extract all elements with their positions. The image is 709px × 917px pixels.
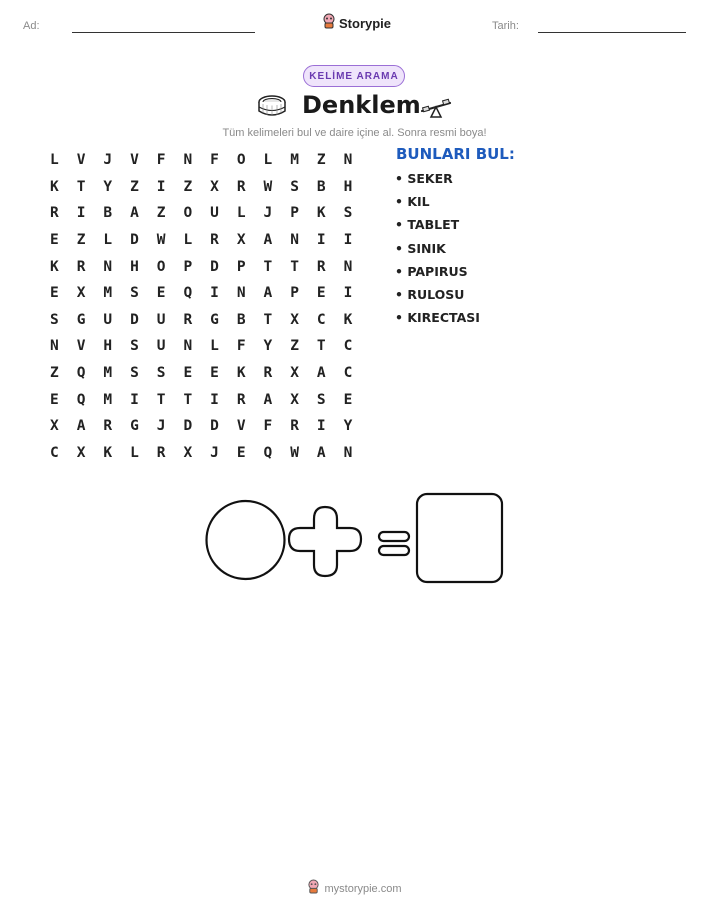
- grid-letter: Y: [103, 178, 113, 195]
- brand: [322, 13, 391, 33]
- grid-row: [50, 386, 370, 413]
- grid-letter: S: [130, 285, 139, 302]
- word-list-item: • TABLET: [395, 217, 460, 233]
- grid-letter: X: [50, 418, 59, 435]
- grid-letter: X: [290, 311, 299, 328]
- date-label: Tarih:: [492, 20, 519, 32]
- name-line: [72, 32, 255, 33]
- footer-site: mystorypie.com: [324, 882, 402, 895]
- grid-letter: X: [290, 391, 299, 408]
- grid-letter: I: [130, 391, 139, 408]
- grid-letter: S: [290, 178, 299, 195]
- circle-plus-equals-square-art: [200, 490, 510, 594]
- word-search-badge: KELİME ARAMA: [303, 65, 405, 87]
- grid-letter: R: [50, 205, 59, 222]
- grid-letter: E: [183, 365, 193, 382]
- grid-letter: A: [130, 205, 139, 222]
- grid-letter: D: [130, 232, 139, 249]
- grid-letter: J: [103, 152, 113, 169]
- grid-letter: B: [103, 205, 113, 222]
- grid-letter: E: [316, 285, 326, 302]
- grid-letter: R: [76, 258, 86, 275]
- grid-letter: X: [236, 232, 246, 249]
- grid-letter: I: [210, 391, 219, 408]
- grid-letter: O: [236, 152, 246, 169]
- equals-bottom-bar: [379, 546, 409, 555]
- instructions: Tüm kelimeleri bul ve daire içine al. Sonra resmi boya!: [222, 127, 487, 139]
- grid-letter: R: [290, 418, 299, 435]
- grid-row: [50, 147, 370, 174]
- grid-letter: N: [236, 285, 246, 302]
- grid-letter: K: [236, 365, 246, 382]
- grid-letter: I: [343, 285, 353, 302]
- word-list-item: • SINIK: [395, 240, 446, 256]
- grid-letter: Z: [76, 232, 86, 249]
- grid-letter: F: [156, 152, 166, 169]
- grid-letter: E: [236, 444, 246, 461]
- grid-letter: X: [76, 444, 86, 461]
- grid-letter: I: [156, 178, 166, 195]
- date-line: [538, 32, 686, 33]
- grid-letter: N: [183, 338, 193, 355]
- grid-letter: C: [343, 338, 353, 355]
- grid-letter: K: [103, 444, 113, 461]
- grid-letter: L: [183, 232, 193, 249]
- grid-letter: P: [236, 258, 246, 275]
- storypie-logo-icon: [307, 879, 320, 898]
- letter-grid: [50, 147, 370, 466]
- grid-letter: R: [263, 365, 273, 382]
- grid-letter: N: [103, 258, 113, 275]
- grid-letter: I: [210, 285, 219, 302]
- grid-letter: W: [290, 444, 299, 461]
- grid-letter: R: [236, 391, 246, 408]
- grid-letter: T: [76, 178, 86, 195]
- footer: [0, 879, 709, 898]
- grid-letter: I: [76, 205, 86, 222]
- grid-letter: L: [263, 152, 273, 169]
- grid-letter: L: [130, 444, 139, 461]
- grid-letter: Z: [50, 365, 59, 382]
- grid-letter: P: [290, 205, 299, 222]
- grid-letter: R: [236, 178, 246, 195]
- grid-letter: B: [236, 311, 246, 328]
- grid-letter: D: [183, 418, 193, 435]
- grid-letter: I: [343, 232, 353, 249]
- grid-row: [50, 280, 370, 307]
- grid-letter: T: [156, 391, 166, 408]
- grid-row: [50, 333, 370, 360]
- grid-letter: E: [50, 285, 59, 302]
- grid-letter: A: [263, 391, 273, 408]
- grid-letter: X: [76, 285, 86, 302]
- word-list-item: • RULOSU: [395, 286, 465, 302]
- grid-letter: S: [156, 365, 166, 382]
- grid-letter: V: [76, 152, 86, 169]
- grid-letter: C: [50, 444, 59, 461]
- grid-letter: W: [156, 232, 166, 249]
- grid-letter: N: [50, 338, 59, 355]
- word-list-item: • KIRECTASI: [395, 310, 480, 326]
- grid-letter: S: [50, 311, 59, 328]
- grid-letter: Z: [290, 338, 299, 355]
- grid-letter: A: [316, 444, 326, 461]
- grid-letter: T: [316, 338, 326, 355]
- grid-letter: L: [50, 152, 59, 169]
- grid-letter: R: [183, 311, 193, 328]
- grid-letter: C: [316, 311, 326, 328]
- grid-letter: L: [236, 205, 246, 222]
- page-title: Denklem: [302, 91, 421, 119]
- grid-letter: D: [210, 258, 219, 275]
- grid-letter: T: [263, 311, 273, 328]
- word-list: [395, 171, 480, 333]
- grid-letter: C: [343, 365, 353, 382]
- grid-letter: Y: [263, 338, 273, 355]
- grid-letter: E: [50, 232, 59, 249]
- grid-letter: H: [343, 178, 353, 195]
- grid-letter: J: [210, 444, 219, 461]
- grid-letter: M: [103, 285, 113, 302]
- grid-letter: K: [50, 178, 59, 195]
- grid-letter: F: [210, 152, 219, 169]
- grid-letter: T: [183, 391, 193, 408]
- grid-letter: M: [103, 391, 113, 408]
- grid-letter: D: [210, 418, 219, 435]
- grid-row: [50, 227, 370, 254]
- grid-letter: K: [343, 311, 353, 328]
- grid-letter: A: [263, 232, 273, 249]
- grid-letter: E: [343, 391, 353, 408]
- grid-row: [50, 360, 370, 387]
- grid-letter: R: [103, 418, 113, 435]
- storypie-logo-icon: [322, 13, 336, 33]
- grid-letter: K: [50, 258, 59, 275]
- grid-letter: U: [156, 311, 166, 328]
- grid-letter: F: [236, 338, 246, 355]
- brand-name: Storypie: [339, 15, 392, 31]
- grid-row: [50, 200, 370, 227]
- grid-letter: Q: [183, 285, 193, 302]
- grid-letter: N: [183, 152, 193, 169]
- grid-letter: S: [316, 391, 326, 408]
- grid-row: [50, 440, 370, 467]
- grid-letter: Q: [76, 365, 86, 382]
- grid-letter: E: [210, 365, 219, 382]
- grid-row: [50, 253, 370, 280]
- grid-letter: J: [263, 205, 273, 222]
- grid-letter: H: [103, 338, 113, 355]
- grid-letter: P: [290, 285, 299, 302]
- grid-letter: J: [156, 418, 166, 435]
- grid-letter: A: [263, 285, 273, 302]
- grid-letter: Y: [343, 418, 353, 435]
- grid-letter: Z: [130, 178, 139, 195]
- grid-letter: G: [76, 311, 86, 328]
- grid-letter: O: [183, 205, 193, 222]
- grid-letter: H: [130, 258, 139, 275]
- grid-letter: T: [290, 258, 299, 275]
- grid-letter: I: [316, 232, 326, 249]
- grid-letter: R: [156, 444, 166, 461]
- grid-letter: Q: [263, 444, 273, 461]
- grid-letter: U: [210, 205, 219, 222]
- square-shape: [417, 494, 502, 582]
- grid-letter: E: [50, 391, 59, 408]
- grid-letter: X: [210, 178, 219, 195]
- grid-letter: X: [290, 365, 299, 382]
- grid-letter: L: [210, 338, 219, 355]
- grid-letter: I: [316, 418, 326, 435]
- grid-letter: Z: [183, 178, 193, 195]
- grid-letter: S: [343, 205, 353, 222]
- grid-letter: R: [316, 258, 326, 275]
- grid-letter: V: [236, 418, 246, 435]
- grid-letter: G: [210, 311, 219, 328]
- grid-letter: A: [316, 365, 326, 382]
- word-list-item: • KIL: [395, 194, 430, 210]
- grid-letter: Z: [156, 205, 166, 222]
- grid-letter: M: [290, 152, 299, 169]
- grid-letter: F: [263, 418, 273, 435]
- grid-letter: V: [130, 152, 139, 169]
- grid-letter: N: [343, 152, 353, 169]
- grid-letter: K: [316, 205, 326, 222]
- grid-letter: D: [130, 311, 139, 328]
- grid-letter: X: [183, 444, 193, 461]
- grid-letter: V: [76, 338, 86, 355]
- grid-letter: N: [290, 232, 299, 249]
- grid-letter: R: [210, 232, 219, 249]
- grid-letter: G: [130, 418, 139, 435]
- sieve-icon: [257, 93, 287, 125]
- grid-row: [50, 307, 370, 334]
- grid-letter: N: [343, 444, 353, 461]
- grid-letter: E: [156, 285, 166, 302]
- word-list-title: BUNLARI BUL:: [396, 145, 515, 163]
- grid-letter: S: [130, 338, 139, 355]
- plus-shape: [289, 507, 361, 576]
- grid-letter: S: [130, 365, 139, 382]
- grid-letter: U: [103, 311, 113, 328]
- grid-letter: A: [76, 418, 86, 435]
- grid-letter: W: [263, 178, 273, 195]
- grid-letter: O: [156, 258, 166, 275]
- grid-row: [50, 413, 370, 440]
- word-list-item: • PAPIRUS: [395, 263, 468, 279]
- seesaw-icon: [419, 97, 453, 123]
- word-list-item: • SEKER: [395, 171, 453, 186]
- grid-letter: Q: [76, 391, 86, 408]
- grid-letter: L: [103, 232, 113, 249]
- grid-letter: Z: [316, 152, 326, 169]
- grid-letter: P: [183, 258, 193, 275]
- grid-letter: U: [156, 338, 166, 355]
- grid-row: [50, 174, 370, 201]
- grid-letter: N: [343, 258, 353, 275]
- circle-shape: [207, 501, 285, 579]
- equals-top-bar: [379, 532, 409, 541]
- grid-letter: T: [263, 258, 273, 275]
- name-label: Ad:: [23, 20, 40, 32]
- title-row: [255, 92, 465, 122]
- grid-letter: M: [103, 365, 113, 382]
- grid-letter: B: [316, 178, 326, 195]
